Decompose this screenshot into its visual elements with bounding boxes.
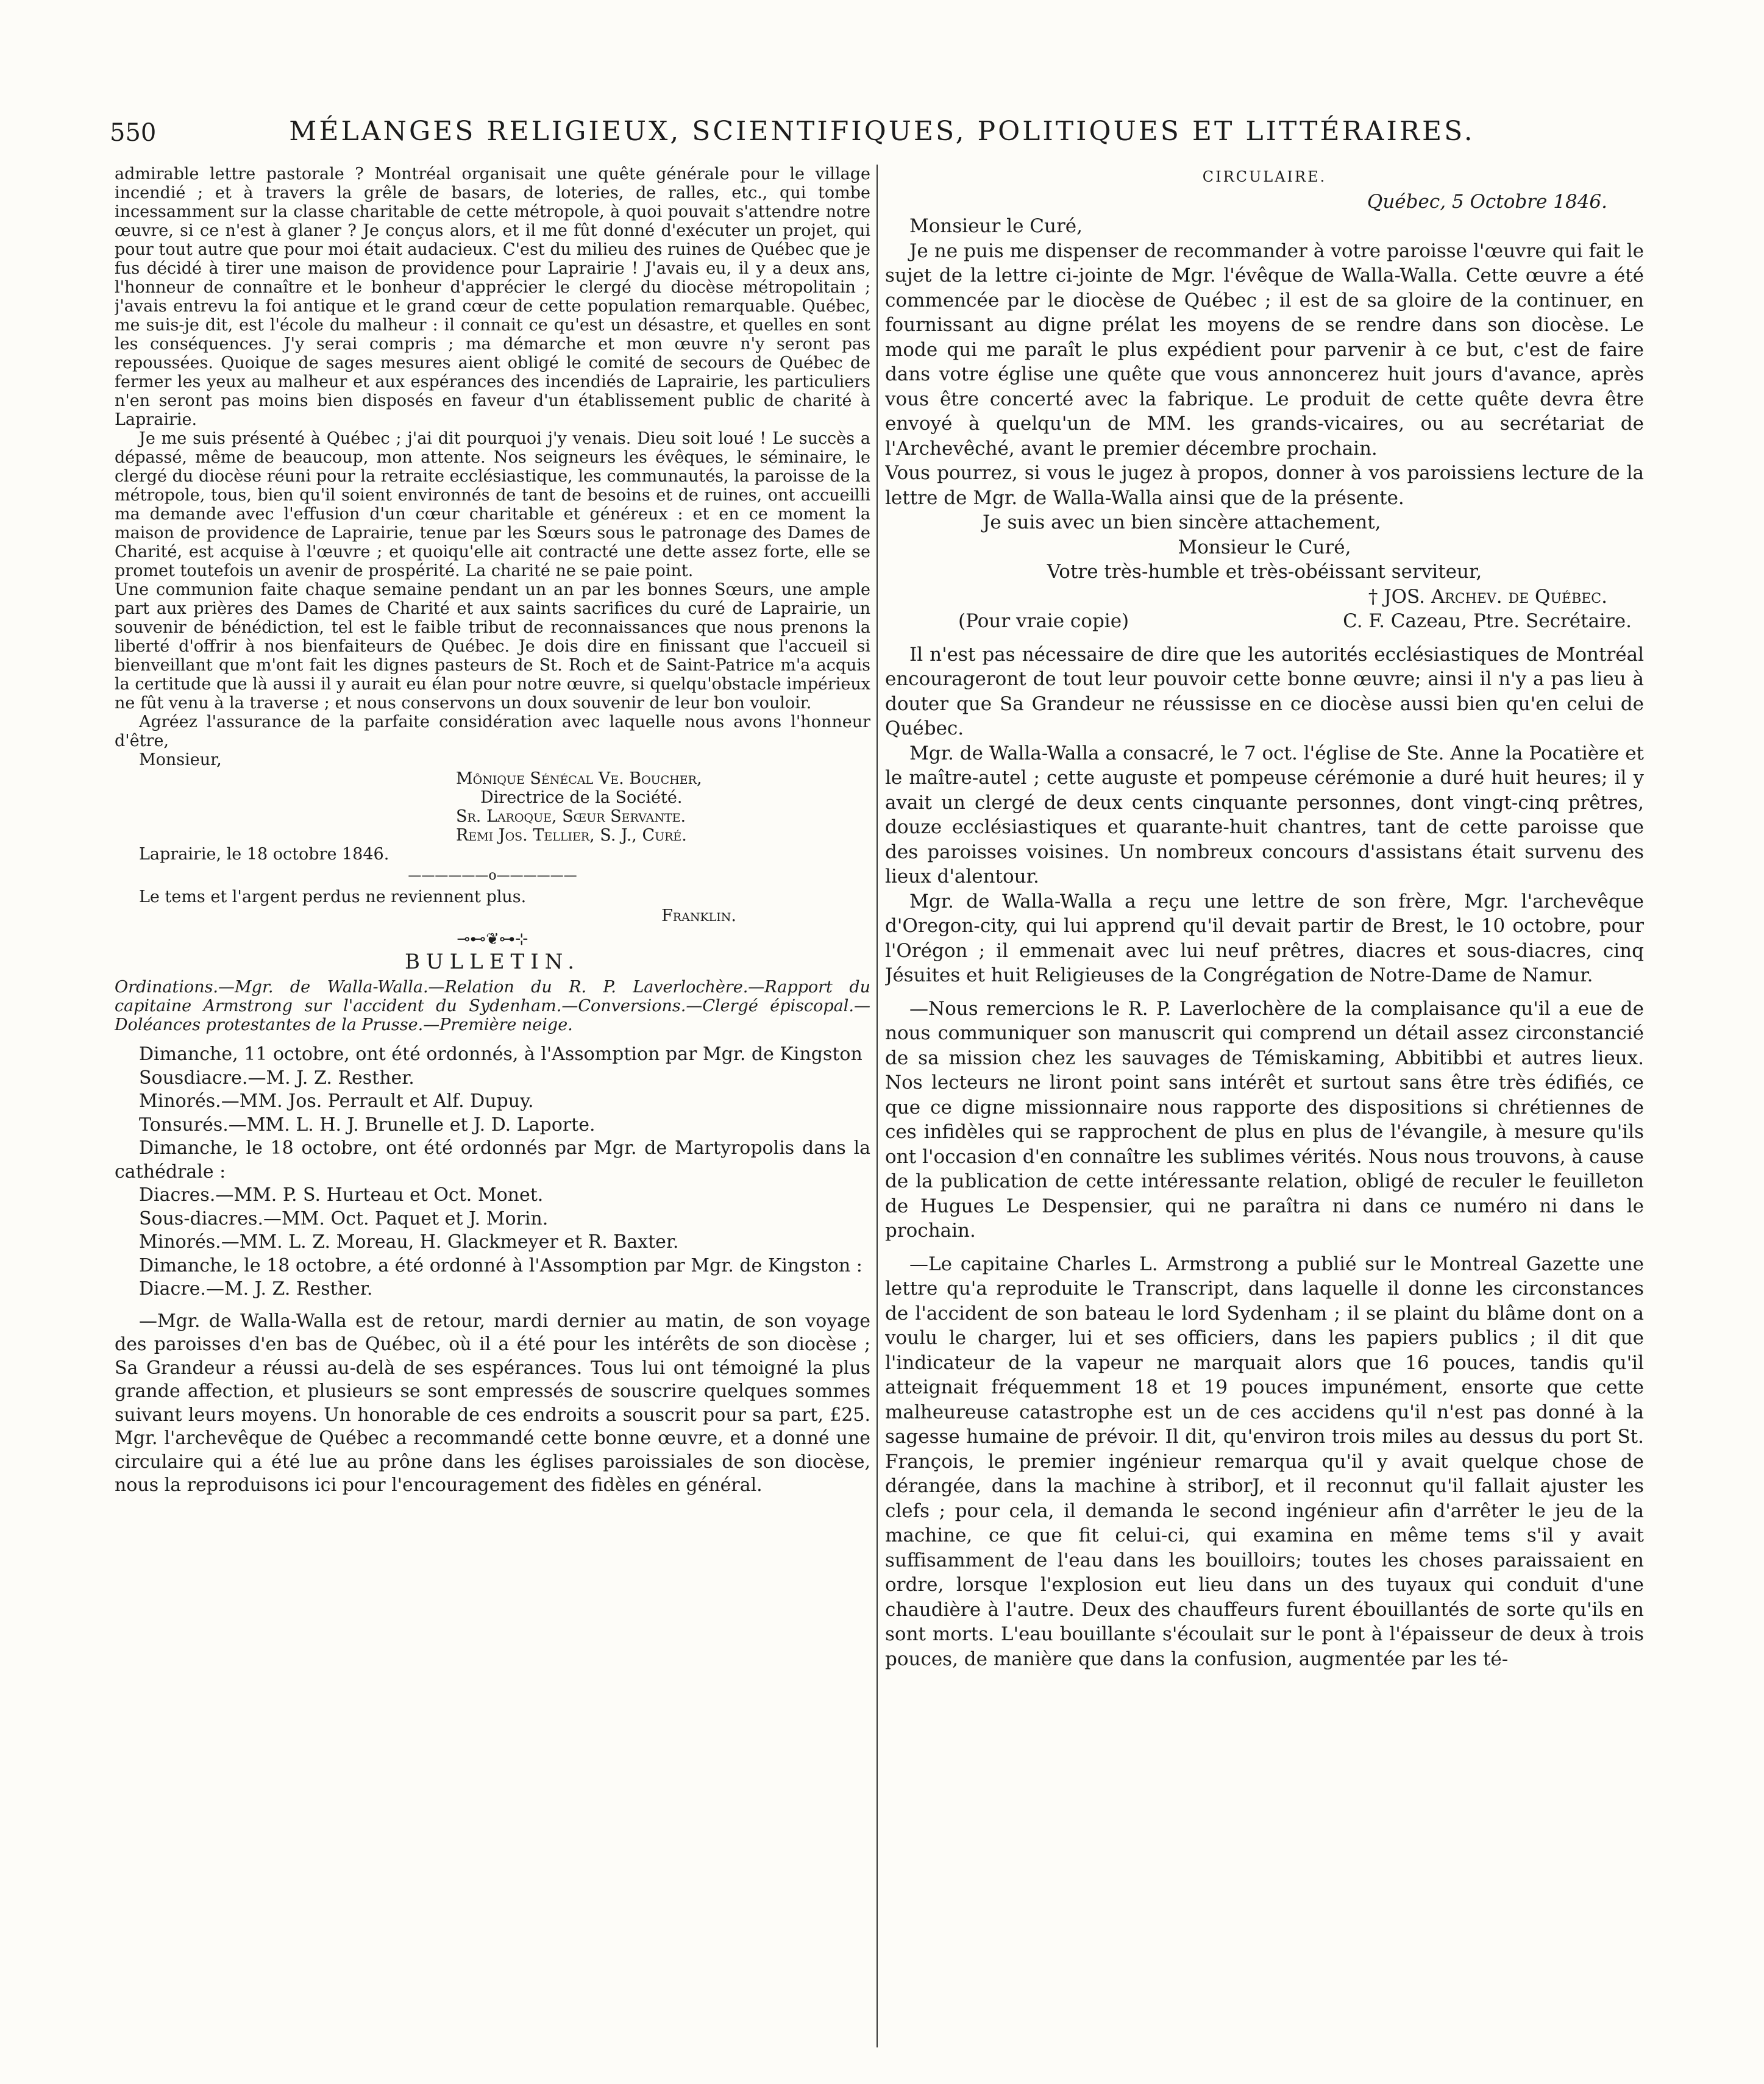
closing: Monsieur le Curé, bbox=[1178, 536, 1351, 558]
closing: Votre très-humble et très-obéissant serviteur, bbox=[1047, 561, 1482, 583]
ordination-line: Minorés.—MM. L. Z. Moreau, H. Glackmeyer et R. Baxter. bbox=[139, 1231, 679, 1253]
copy-note: (Pour vraie copie) bbox=[958, 610, 1129, 632]
ordination-line: Tonsurés.—MM. L. H. J. Brunelle et J. D. Laporte. bbox=[139, 1114, 596, 1136]
bulletin-summary: Ordinations.—Mgr. de Walla-Walla.—Relation du R. P. Laverlochère.—Rapport du capitaine Armstrong sur l'accident du Sydenham.—Conversions.—Clergé épiscopal.—Doléances protestantes de la Prusse.—Première neige. bbox=[115, 978, 870, 1034]
right-column bbox=[885, 165, 1644, 2047]
maxim-author: Franklin. bbox=[661, 906, 736, 925]
circular-title: CIRCULAIRE. bbox=[1202, 168, 1327, 185]
paragraph: Agréez l'assurance de la parfaite considération avec laquelle nous avons l'honneur d'être, bbox=[115, 713, 870, 750]
running-head: MÉLANGES RELIGIEUX, SCIENTIFIQUES, POLITIQUES ET LITTÉRAIRES. bbox=[289, 116, 1475, 147]
copy-attestation bbox=[885, 609, 1644, 634]
ordination-line: Dimanche, le 18 octobre, ont été ordonnés par Mgr. de Martyropolis dans la cathédrale : bbox=[115, 1137, 870, 1182]
salutation: Monsieur, bbox=[139, 750, 222, 769]
signature: Sr. Laroque, Sœur Servante. bbox=[456, 807, 686, 826]
signature-role: Directrice de la Société. bbox=[480, 788, 683, 807]
paragraph: Une communion faite chaque semaine pendant un an par les bonnes Sœurs, une ample part aux prières des Dames de Charité et aux saints sacrifices du curé de Laprairie, un souvenir de bénédiction, tel est le faible tribut de reconnaissances que nous prenons la liberté d'offrir à nos bienfaiteurs de Québec. Je dois dire en finissant que l'accueil si bienveillant que m'ont fait les dignes pasteurs de St. Roch et de Saint-Patrice m'a acquis la certitude que là aussi il y aurait eu élan pour notre œuvre, si quelqu'obstacle impérieux ne fût venu à la traverse ; et nous conservons un doux souvenir de leur bon vouloir. bbox=[115, 580, 870, 713]
paragraph: Je me suis présenté à Québec ; j'ai dit pourquoi j'y venais. Dieu soit loué ! Le succès a dépassé, même de beaucoup, mon attente. Nos seigneurs les évêques, le séminaire, le clergé du diocèse réuni pour la retraite ecclésiastique, les communautés, la paroisse de la métropole, tous, bien qu'il soient environnés de tant de besoins et de ruines, ont accueilli ma demande avec l'effusion d'un cœur charitable et généreux : et en ce moment la maison de providence de Laprairie, tenue par les Sœurs sous le patronage des Dames de Charité, est acquise à l'œuvre ; et quoiqu'elle ait contracté une dette assez forte, elle se promet toutefois un avenir de prospérité. La charité ne se paie point. bbox=[115, 429, 870, 580]
ordination-line: Diacres.—MM. P. S. Hurteau et Oct. Monet. bbox=[139, 1184, 544, 1206]
secretary-signature: C. F. Cazeau, Ptre. Secrétaire. bbox=[1343, 610, 1632, 632]
ornament: ⊸⊷❦⊶⊹ bbox=[457, 930, 528, 948]
ordination-line: Diacre.—M. J. Z. Resther. bbox=[139, 1278, 373, 1300]
ordination-line: Dimanche, le 18 octobre, a été ordonné à l'Assomption par Mgr. de Kingston : bbox=[139, 1254, 862, 1276]
paragraph: —Le capitaine Charles L. Armstrong a publié sur le Montreal Gazette une lettre qu'a reproduite le Transcript, dans laquelle il donne les circonstances de l'accident de son bateau le lord Sydenham ; il se plaint du blâme dont on a voulu le charger, lui et ses officiers, dans les papiers publics ; il dit que l'indicateur de la vapeur ne marquait alors que 16 pouces, tandis qu'il atteignait fréquemment 18 et 19 pouces impunément, ensorte que cette malheureuse catastrophe est un de ces accidens qu'il n'est pas donné à la sagesse humaine de prévoir. Il dit, qu'environ trois miles au dessus du port St. François, le premier ingénieur remarqua qu'il y avait quelque chose de dérangée, dans la machine à striborJ, et il reconnut qu'il fallait ajuster les clefs ; pour cela, il demanda le second ingénieur afin d'arrêter le jeu de la machine, ce que fit celui-ci, qui examina en même tems s'il y avait suffisamment de l'eau dans les bouilloirs; toutes les choses paraissaient en ordre, lorsque l'explosion eut lieu dans un des tuyaux qui conduit d'une chaudière à l'autre. Deux des chauffeurs furent ébouillantés de sorte qu'ils en sont morts. L'eau bouillante s'écoulait sur le pont à l'épaisseur de deux à trois pouces, de manière que dans la confusion, augmentée par les té- bbox=[885, 1253, 1644, 1670]
signature: Mônique Sénécal Ve. Boucher, bbox=[456, 769, 702, 788]
page-number: 550 bbox=[110, 119, 157, 147]
circular-date: Québec, 5 Octobre 1846. bbox=[1367, 190, 1607, 213]
signature: Remi Jos. Tellier, S. J., Curé. bbox=[456, 826, 687, 845]
paragraph: —Nous remercions le R. P. Laverlochère de la complaisance qu'il a eue de nous communiquer son manuscrit qui comprend un détail assez circonstancié de sa mission chez les sauvages de Témiskaming, Abbitibbi et autres lieux. Nos lecteurs ne liront point sans intérêt et surtout sans être très édifiés, ce que ce digne missionnaire nous rapporte des dispositions si chrétiennes de ces infidèles qui se rapprochent de plus en plus de l'évangile, à mesure qu'ils ont l'occasion d'en connaître les sublimes vérités. Nous nous trouvons, à cause de la publication de cette intéressante relation, obligé de reculer le feuilleton de Hugues Le Despensier, qui ne paraîtra ni dans ce numéro ni dans le prochain. bbox=[885, 997, 1644, 1242]
left-column bbox=[115, 165, 870, 2047]
ordination-line: Dimanche, 11 octobre, ont été ordonnés, à l'Assomption par Mgr. de Kingston bbox=[139, 1044, 862, 1065]
column-rule bbox=[877, 165, 878, 2047]
signature: † JOS. Archev. de Québec. bbox=[1368, 585, 1607, 608]
ordination-line: Minorés.—MM. Jos. Perrault et Alf. Dupuy. bbox=[139, 1090, 534, 1112]
paragraph: Il n'est pas nécessaire de dire que les autorités ecclésiastiques de Montréal encourageront de tout leur pouvoir cette bonne œuvre; ainsi il n'y a pas lieu à douter que Sa Grandeur ne réussisse en ce diocèse aussi bien qu'en celui de Québec. bbox=[885, 643, 1644, 739]
paragraph: Mgr. de Walla-Walla a consacré, le 7 oct. l'église de Ste. Anne la Pocatière et le maître-autel ; cette auguste et pompeuse cérémonie a duré huit heures; il y avait un clergé de deux cents cinquante personnes, dont vingt-cinq prêtres, douze ecclésiastiques et quarante-huit chantres, tant de cette paroisse que des paroisses voisines. Un nombreux concours d'assistans était survenu des lieux d'alentour. bbox=[885, 742, 1644, 887]
paragraph: Mgr. de Walla-Walla a reçu une lettre de son frère, Mgr. l'archevêque d'Oregon-city, qui lui apprend qu'il devait partir de Brest, le 10 octobre, pour l'Orégon ; il emmenait avec lui neuf prêtres, diacres et sous-diacres, cinq Jésuites et huit Religieuses de la Congrégation de Notre-Dame de Namur. bbox=[885, 890, 1644, 986]
paragraph: —Mgr. de Walla-Walla est de retour, mardi dernier au matin, de son voyage des paroisses d'en bas de Québec, où il a été pour les intérêts de son diocèse ; Sa Grandeur a réussi au-delà de ses espérances. Tous lui ont témoigné la plus grande affection, et plusieurs se sont empressés de souscrire quelques sommes suivant leurs moyens. Un honorable de ces endroits a souscrit pour sa part, £25. Mgr. l'archevêque de Québec a recommandé cette bonne œuvre, et a donné une circulaire qui a été lue au prône dans les églises paroissiales de son diocèse, nous la reproduisons ici pour l'encouragement des fidèles en général. bbox=[115, 1310, 870, 1496]
bulletin-title: BULLETIN. bbox=[404, 950, 581, 974]
paragraph: admirable lettre pastorale ? Montréal organisait une quête générale pour le village incendié ; et à travers la grêle de basars, de loteries, de ralles, etc., qui tombe incessamment sur la classe charitable de cette métropole, à quoi pouvait s'attendre notre œuvre, si ce n'est à glaner ? Je conçus alors, et il me fût donné d'exécuter un projet, qui pour tout autre que pour moi était audacieux. C'est du milieu des ruines de Québec que je fus décidé à tirer une maison de providence pour Laprairie ! J'avais eu, il y a deux ans, l'honneur de connaître et le bonheur d'apprécier le clergé du diocèse métropolitain ; j'avais entrevu la foi antique et le grand cœur de cette population remarquable. Québec, me suis-je dit, est l'école du malheur : il connait ce qu'est un désastre, et quelles en sont les conséquences. J'y serai compris ; ma démarche et mon œuvre n'y seront pas repoussées. Quoique de sages mesures aient obligé le comité de secours de Québec de fermer les yeux au malheur et aux espérances des incendiés de Laprairie, les particuliers n'en seront pas moins bien disposés en faveur d'un établissement public de charité à Laprairie. bbox=[115, 165, 870, 429]
paragraph: Je ne puis me dispenser de recommander à votre paroisse l'œuvre qui fait le sujet de la lettre ci-jointe de Mgr. l'évêque de Walla-Walla. Cette œuvre a été commencée par le diocèse de Québec ; il est de sa gloire de la continuer, en fournissant au digne prélat les moyens de se rendre dans son diocèse. Le mode qui me paraît le plus expédient pour parvenir à ce but, c'est de faire dans votre église une quête que vous annoncerez huit jours d'avance, après vous être concerté avec la fabrique. Le produit de cette quête devra être envoyé à quelqu'un de MM. les grands-vicaires, ou au secrétariat de l'Archevêché, avant le premier décembre prochain. bbox=[885, 240, 1644, 460]
ordination-line: Sousdiacre.—M. J. Z. Resther. bbox=[139, 1067, 414, 1089]
paragraph: Vous pourrez, si vous le jugez à propos, donner à vos paroissiens lecture de la lettre de Mgr. de Walla-Walla ainsi que de la présente. bbox=[885, 462, 1644, 509]
date-line: Laprairie, le 18 octobre 1846. bbox=[139, 845, 389, 864]
closing: Je suis avec un bien sincère attachement, bbox=[983, 511, 1381, 533]
circular-salutation: Monsieur le Curé, bbox=[909, 215, 1083, 237]
divider: ——————o—————— bbox=[408, 868, 577, 883]
ordination-line: Sous-diacres.—MM. Oct. Paquet et J. Morin. bbox=[139, 1207, 549, 1229]
maxim: Le tems et l'argent perdus ne reviennent plus. bbox=[139, 887, 527, 906]
